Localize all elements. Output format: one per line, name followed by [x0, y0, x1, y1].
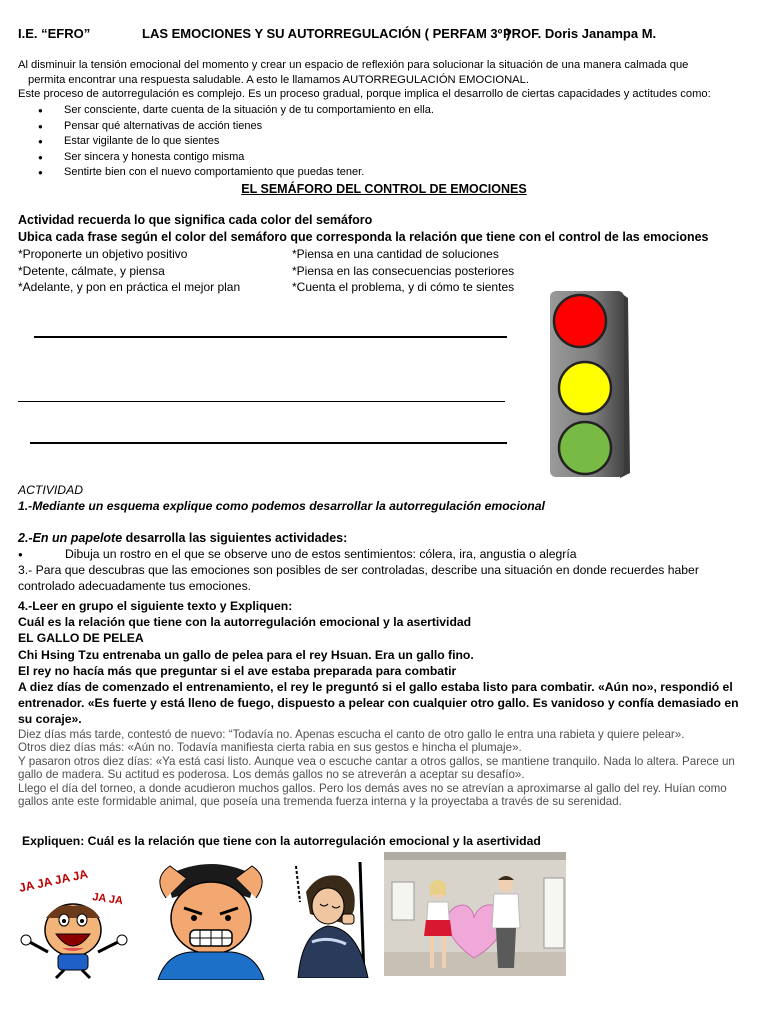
activity-2-prefix: 2.-En un papelote: [18, 531, 123, 545]
sad-woman-image: [288, 862, 380, 978]
intro-paragraph-1: Al disminuir la tensión emocional del momento y crear un espacio de reflexión para solucionar la situación de una manera calmada que: [18, 59, 689, 71]
story-title: EL GALLO DE PELEA: [18, 631, 144, 646]
school-name: I.E. “EFRO”: [18, 26, 91, 41]
laughing-cartoon-image: [18, 862, 134, 980]
activity-line-1: Actividad recuerda lo que significa cada color del semáforo: [18, 213, 373, 227]
story-continuation: [18, 728, 753, 808]
phrase: *Adelante, y pon en práctica el mejor plan: [18, 280, 241, 294]
phrase: *Detente, cálmate, y piensa: [18, 263, 165, 278]
list-item: ● Ser consciente, darte cuenta de la situación y de tu comportamiento en ella.: [38, 103, 434, 119]
activity-4-question: Cuál es la relación que tiene con la autorregulación emocional y la asertividad: [18, 615, 472, 630]
angry-boy-image: [146, 858, 276, 980]
list-item: ● Sentirte bien con el nuevo comportamiento que puedas tener.: [38, 165, 434, 181]
phrases-left: [18, 246, 240, 296]
list-item: ● Estar vigilante de lo que sientes: [38, 134, 434, 150]
phrase: *Piensa en las consecuencias posteriores: [292, 263, 515, 278]
semaforo-title: EL SEMÁFORO DEL CONTROL DE EMOCIONES: [241, 182, 527, 196]
capacities-list: [38, 103, 434, 181]
phrase: *Piensa en una cantidad de soluciones: [292, 247, 499, 261]
story-paragraph: El rey no hacía más que preguntar si el ave estaba preparada para combatir: [18, 663, 457, 678]
intro-paragraph-2: Este proceso de autorregulación es complejo. Es un proceso gradual, porque implica el desarrollo de ciertas capacidades y actitudes como:: [18, 88, 711, 101]
story-paragraph: A diez días de comenzado el entrenamiento, el rey le preguntó si el gallo estaba listo para combatir. «Aún no», respondió el entrenador. «Es fuerte y está lleno de fuego, dispuesto a pelear con cualquier otro gallo. Es vanidoso y confía demasiado en su coraje».: [18, 680, 739, 727]
story-paragraph: Y pasaron otros diez días: «Ya está casi listo. Aunque vea o escuche cantar a otros gallos, se mantiene tranquilo. Nada lo altera. Parece un gallo de madera. Su actitud es poderosa. Los demás gallos no se atreverán a aceptar su desafío».: [18, 754, 735, 782]
answer-line-yellow[interactable]: [18, 401, 505, 402]
phrases-right: [292, 246, 514, 296]
yellow-light: [559, 362, 611, 414]
activity-line-2: Ubica cada frase según el color del semáforo que corresponda la relación que tiene con el control de las emociones: [18, 229, 709, 244]
teacher-name: PROF. Doris Janampa M.: [503, 26, 657, 41]
closing-question: Expliquen: Cuál es la relación que tiene con la autorregulación emocional y la asertividad: [22, 834, 541, 848]
laugh-text-2: JA JA: [91, 891, 124, 908]
activity-4: 4.-Leer en grupo el siguiente texto y Expliquen:: [18, 599, 293, 613]
story-paragraph: Diez días más tarde, contestó de nuevo: “Todavía no. Apenas escucha el canto de otro gallo le entra una rabieta y quiere pelear».: [18, 728, 685, 741]
story-paragraph: Chi Hsing Tzu entrenaba un gallo de pelea para el rey Hsuan. Era un gallo fino.: [18, 647, 474, 662]
story-paragraph: Otros diez días más: «Aún no. Todavía manifiesta cierta rabia en sus gestos e hincha el plumaje».: [18, 741, 522, 755]
phrase: *Proponerte un objetivo positivo: [18, 247, 188, 261]
green-light: [559, 422, 611, 474]
activity-3: 3.- Para que descubras que las emociones son posibles de ser controladas, describe una situación en donde recuerdes haber controlado adecuadamente tus emociones.: [18, 563, 699, 593]
story-paragraph: Llego el día del torneo, a donde acudieron muchos gallos. Pero los demás aves no se atrevían a aproximarse al gallo del rey. Huían como gallos ante este formidable animal, que poseía una tremenda fuerza interna y la proyectaba a través de su serenidad.: [18, 781, 727, 809]
list-item: ● Pensar qué alternativas de acción tienes: [38, 119, 434, 135]
red-light: [554, 295, 606, 347]
activity-2-rest: desarrolla las siguientes actividades:: [122, 531, 348, 545]
activity-1: 1.-Mediante un esquema explique como podemos desarrollar la autorregulación emocional: [18, 499, 545, 513]
answer-line-green[interactable]: [30, 442, 507, 444]
document-title: LAS EMOCIONES Y SU AUTORREGULACIÓN ( PERFAM 3º ): [142, 26, 511, 41]
intro-text: [18, 58, 753, 102]
semaforo-activity: [18, 212, 709, 245]
couple-heart-photo: [384, 852, 566, 976]
activities-section: ACTIVIDAD 1.-Mediante un esquema explique como podemos desarrollar la autorregulación emocional 2.-En un papelote desarrolla las siguientes actividades: ● Dibuja un rostro en el que se observe uno de estos sentimientos: cólera, ira, angustia o alegría 3.- Para que descubras que las emociones son posibles de ser controladas, describe una situación en donde recuerdes haber controlado adecuadamente tus emociones.: [18, 482, 753, 594]
laugh-text-1: JA JA JA JA: [18, 866, 90, 895]
activity-2-bullet: Dibuja un rostro en el que se observe uno de estos sentimientos: cólera, ira, angustia o alegría: [65, 547, 577, 561]
story-section: [18, 598, 753, 728]
list-item: ● Ser sincera y honesta contigo misma: [38, 150, 434, 166]
phrase: *Cuenta el problema, y di cómo te sientes: [292, 280, 515, 294]
intro-paragraph-1-cont: permita encontrar una respuesta saludable. A esto le llamamos AUTORREGULACIÓN EMOCIONAL.: [28, 73, 529, 86]
activities-heading: ACTIVIDAD: [18, 483, 84, 497]
answer-line-red[interactable]: [34, 336, 507, 338]
traffic-light-icon: [548, 288, 638, 480]
